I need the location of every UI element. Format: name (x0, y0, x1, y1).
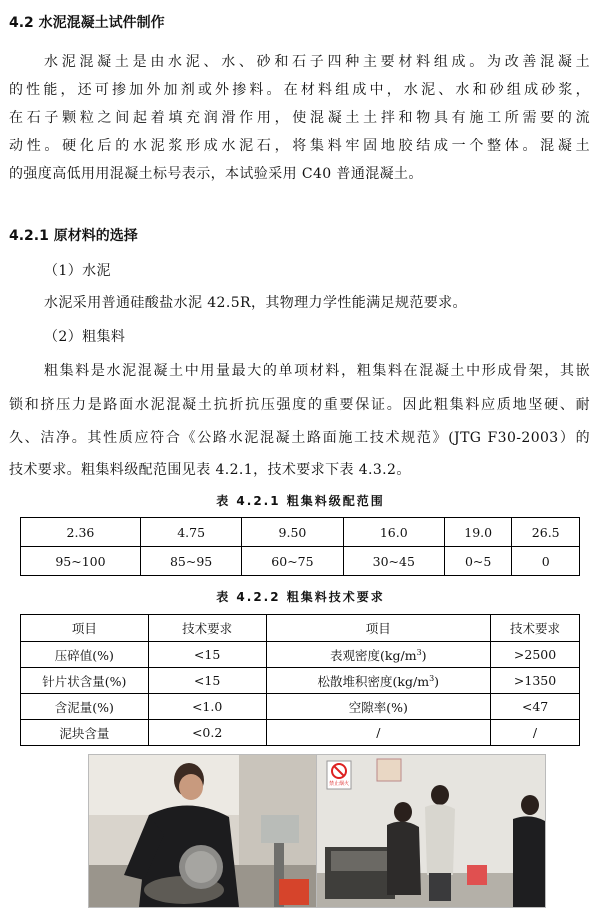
item2-label: （2）粗集料 (44, 329, 126, 345)
table-cell: <15 (148, 668, 266, 694)
section-title: 4.2 水泥混凝土试件制作 (9, 15, 165, 31)
table-row (21, 668, 580, 694)
lab-photo-right (316, 754, 546, 908)
item2-line-4: 技术要求。粗集料级配范围见表 4.2.1，技术要求下表 4.3.2。 (9, 462, 411, 478)
table-cell: 针片状含量(%) (21, 668, 149, 694)
table-cell: 2.36 (21, 518, 141, 547)
table-cell: 压碎值(%) (21, 642, 149, 668)
table1-caption: 表 4.2.1 粗集料级配范围 (216, 494, 385, 508)
table-row (21, 642, 580, 668)
table-cell: 4.75 (140, 518, 241, 547)
table-cell: / (491, 720, 580, 746)
grading-table (20, 517, 580, 576)
intro-line-2: 的性能，还可掺加外加剂或外掺料。在材料组成中，水泥、水和砂组成砂浆， (9, 82, 590, 98)
table-cell: 16.0 (343, 518, 444, 547)
subsection-title: 4.2.1 原材料的选择 (9, 228, 138, 244)
table-cell: >2500 (491, 642, 580, 668)
item2-line-3: 久、洁净。其性质应符合《公路水泥混凝土路面施工技术规范》(JTG F30-2003）的 (9, 430, 590, 446)
table-cell: 含泥量(%) (21, 694, 149, 720)
table-cell: 空隙率(%) (266, 694, 491, 720)
table-cell: <0.2 (148, 720, 266, 746)
intro-line-5: 的强度高低用用混凝土标号表示，本试验采用 C40 普通混凝土。 (9, 166, 423, 182)
table-cell: 30~45 (343, 547, 444, 576)
table-cell: 26.5 (512, 518, 580, 547)
table-cell: <47 (491, 694, 580, 720)
table-cell: 19.0 (444, 518, 512, 547)
intro-line-4: 动性。硬化后的水泥浆形成水泥石，将集料牢固地胶结成一个整体。混凝土 (9, 138, 590, 154)
header-cell: 技术要求 (491, 615, 580, 642)
table-cell: <1.0 (148, 694, 266, 720)
item2-line-1: 粗集料是水泥混凝土中用量最大的单项材料，粗集料在混凝土中形成骨架，其嵌 (44, 363, 590, 379)
intro-line-1: 水泥混凝土是由水泥、水、砂和石子四种主要材料组成。为改善混凝土 (44, 54, 590, 70)
table-cell: <15 (148, 642, 266, 668)
table-cell: 泥块含量 (21, 720, 149, 746)
table-cell: / (266, 720, 491, 746)
table-cell: >1350 (491, 668, 580, 694)
item1-label: （1）水泥 (44, 263, 111, 279)
item2-line-2: 锁和挤压力是路面水泥混凝土抗折抗压强度的重要保证。因此粗集料应质地坚硬、耐 (9, 397, 590, 413)
sign-text: 禁止烟火 (328, 781, 350, 787)
table-cell: 60~75 (242, 547, 343, 576)
table-cell: 85~95 (140, 547, 241, 576)
table-row (21, 547, 580, 576)
tech-requirements-table (20, 614, 580, 746)
table-cell: 表观密度$(kg/m^3)$ (266, 642, 491, 668)
table-cell: 0~5 (444, 547, 512, 576)
table-row (21, 518, 580, 547)
table-header-row (21, 615, 580, 642)
table-row (21, 720, 580, 746)
header-cell: 项目 (266, 615, 491, 642)
lab-photo-left (88, 754, 318, 908)
table-cell: 松散堆积密度$(kg/m^3)$ (266, 668, 491, 694)
table-row (21, 694, 580, 720)
table2-caption: 表 4.2.2 粗集料技术要求 (216, 590, 385, 604)
table-cell: 0 (512, 547, 580, 576)
header-cell: 项目 (21, 615, 149, 642)
intro-line-3: 在石子颗粒之间起着填充润滑作用，使混凝土土拌和物具有施工所需要的流 (9, 110, 590, 126)
header-cell: 技术要求 (148, 615, 266, 642)
table-cell: 9.50 (242, 518, 343, 547)
table-cell: 95~100 (21, 547, 141, 576)
item1-text: 水泥采用普通硅酸盐水泥 42.5R，其物理力学性能满足规范要求。 (44, 295, 467, 311)
